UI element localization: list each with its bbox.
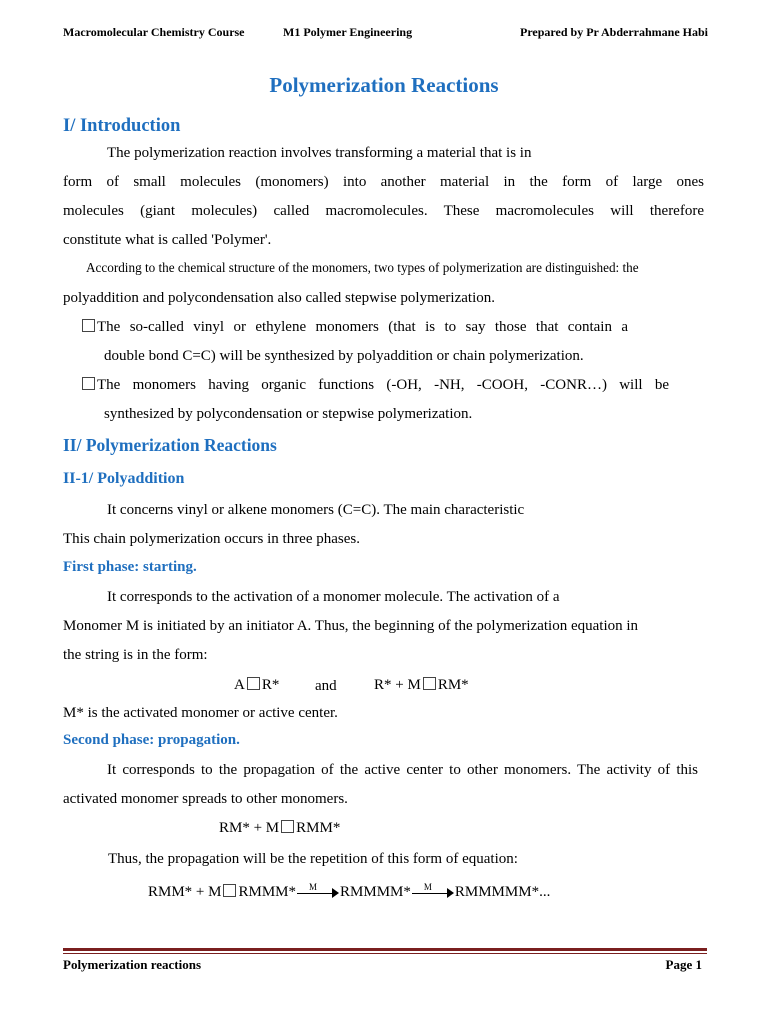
body-line: It concerns vinyl or alkene monomers (C=C). The main characteristic bbox=[107, 502, 525, 518]
footer-rule-thin bbox=[63, 953, 707, 954]
intro-heading: I/ Introduction bbox=[63, 116, 181, 136]
bullet-icon bbox=[82, 319, 95, 332]
body-line: It corresponds to the propagation of the active center to other monomers. The activity of this bbox=[107, 762, 698, 778]
body-line: M* is the activated monomer or active center. bbox=[63, 705, 338, 721]
equation-propagation: RM* + M RMM* bbox=[219, 820, 341, 836]
page-title: Polymerization Reactions bbox=[269, 73, 499, 97]
body-line: activated monomer spreads to other monomers. bbox=[63, 791, 348, 807]
intro-line: The polymerization reaction involves transforming a material that is in bbox=[107, 145, 532, 161]
phase-heading: First phase: starting. bbox=[63, 559, 197, 575]
body-line: the string is in the form: bbox=[63, 647, 208, 663]
header-course: Macromolecular Chemistry Course bbox=[63, 25, 245, 39]
body-line: Thus, the propagation will be the repetition of this form of equation: bbox=[108, 851, 518, 867]
intro-line: form of small molecules (monomers) into another material in the form of large ones bbox=[63, 174, 704, 190]
phase-heading: Second phase: propagation. bbox=[63, 732, 240, 748]
bullet-continuation: double bond C=C) will be synthesized by polyaddition or chain polymerization. bbox=[104, 348, 584, 364]
bullet-text: The monomers having organic functions (-OH, -NH, -COOH, -CONR…) will be bbox=[97, 377, 669, 393]
footer-rule bbox=[63, 948, 707, 951]
bullet-continuation: synthesized by polycondensation or stepwise polymerization. bbox=[104, 406, 473, 422]
intro-line: According to the chemical structure of the monomers, two types of polymerization are distinguished: the bbox=[86, 260, 639, 275]
equation-repetition: RMM* + M RMMM* M RMMMM* M RMMMMM*... bbox=[148, 881, 551, 900]
subsection-heading: II-1/ Polyaddition bbox=[63, 470, 185, 487]
bullet-icon bbox=[82, 377, 95, 390]
intro-line: constitute what is called 'Polymer'. bbox=[63, 232, 272, 248]
header-author: Prepared by Pr Abderrahmane Habi bbox=[519, 25, 708, 39]
equation-first-addition: R* + M RM* bbox=[374, 677, 469, 693]
bullet-item bbox=[80, 318, 628, 336]
arrow-symbol-icon bbox=[281, 820, 294, 833]
intro-line: polyaddition and polycondensation also called stepwise polymerization. bbox=[63, 290, 495, 306]
body-line: Monomer M is initiated by an initiator A. Thus, the beginning of the polymerization equation in bbox=[63, 618, 639, 634]
bullet-text: The so-called vinyl or ethylene monomers (that is to say those that contain a bbox=[97, 319, 628, 335]
body-line: It corresponds to the activation of a monomer molecule. The activation of a bbox=[107, 589, 560, 605]
arrow-symbol-icon bbox=[247, 677, 260, 690]
arrow-symbol-icon bbox=[223, 884, 236, 897]
footer-title: Polymerization reactions bbox=[63, 957, 202, 972]
intro-line: molecules (giant molecules) called macromolecules. These macromolecules will therefore bbox=[63, 203, 704, 219]
body-line: This chain polymerization occurs in three phases. bbox=[63, 531, 360, 547]
equation-initiation: A R* bbox=[234, 677, 280, 693]
reaction-arrow-icon: M bbox=[297, 887, 339, 899]
header-program: M1 Polymer Engineering bbox=[283, 25, 413, 39]
bullet-item bbox=[80, 376, 669, 394]
page-number: Page 1 bbox=[665, 957, 702, 972]
section-heading: II/ Polymerization Reactions bbox=[63, 435, 277, 455]
reaction-arrow-icon: M bbox=[412, 887, 454, 899]
arrow-symbol-icon bbox=[423, 677, 436, 690]
equation-conjunction: and bbox=[315, 678, 337, 694]
